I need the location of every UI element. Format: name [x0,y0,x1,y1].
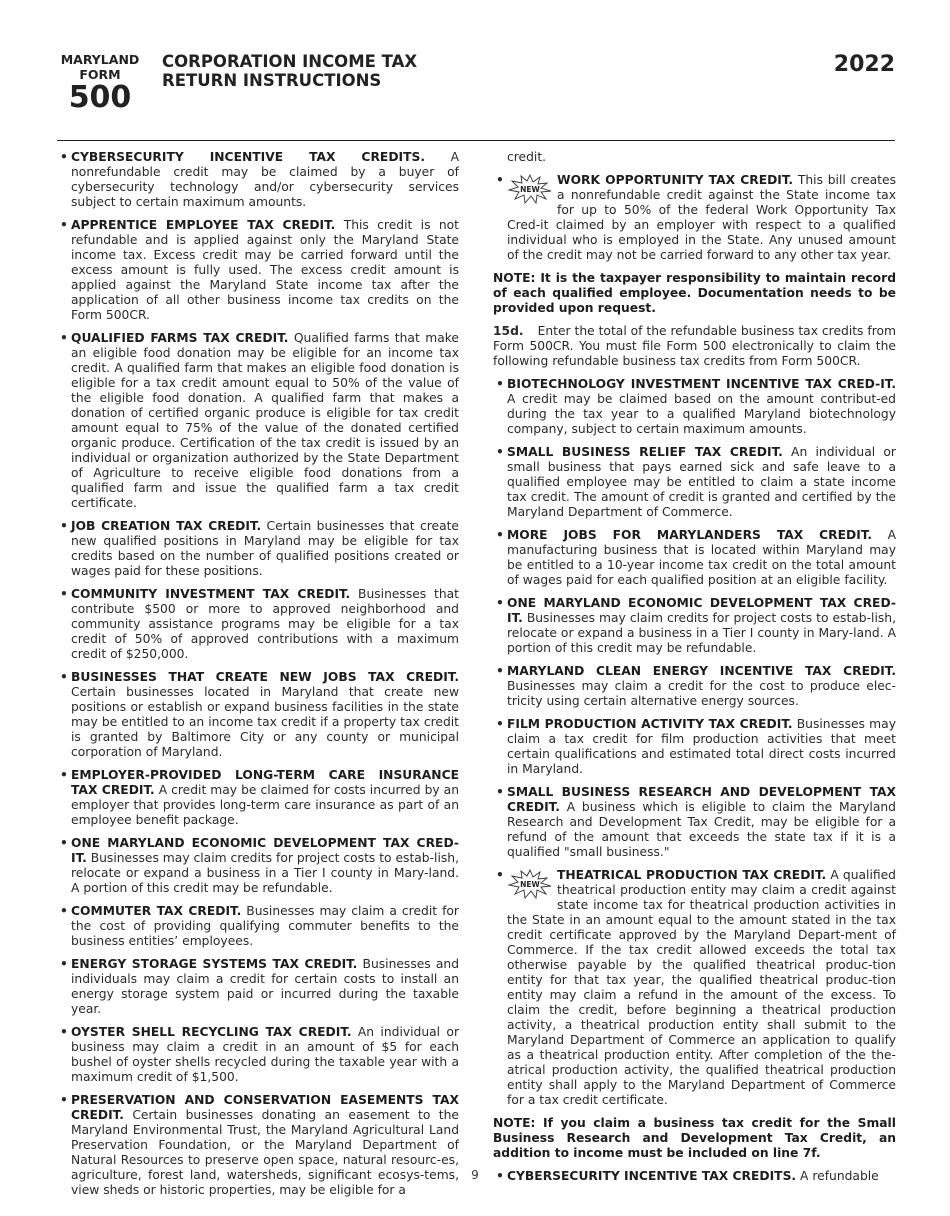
credit-title: JOB CREATION TAX CREDIT. [71,519,262,533]
form-label: FORM [79,67,121,82]
credit-text: Certain businesses that create new qualified positions in Maryland may be eligible for tax credits based on the number of qualified positions created or wages paid for these positions. [71,519,459,578]
line-15d-label: 15d. [493,324,524,338]
credit-item-work-opportunity: • WORK OPPORTUNITY TAX CREDIT. NEW This bill creates a nonrefundable credit against the State income tax for up to 50% of the federal Work Opportunity Tax Cred-it claimed by an employer with respect to a qualified individual who is employed in the State. Any unused amount of the credit may not be carried forward to any other tax year. [496,173,896,262]
credit-title: ONE MARYLAND ECONOMIC DEVELOPMENT TAX CRED-IT. [71,836,459,865]
credit-title: FILM PRODUCTION ACTIVITY TAX CREDIT. [507,717,793,731]
new-burst-icon [507,174,553,204]
credit-item: • MORE JOBS FOR MARYLANDERS TAX CREDIT. A manufacturing business that is located within Maryland may be entitled to a 10-year income tax credit on the total amount of wages paid for each qualified position at an eligible facility. [496,528,896,587]
credit-text: A refundable [800,1169,879,1183]
note-research-addition: NOTE: If you claim a business tax credit for the Small Business Research and Development Tax Credit, an addition to income must be included on line 7f. [493,1116,896,1160]
new-badge-label: NEW [520,185,540,194]
header-divider [57,140,895,141]
credit-item: • BIOTECHNOLOGY INVESTMENT INCENTIVE TAX CRED-IT. A credit may be claimed based on the amount contribut-ed during the tax year to a qualified Maryland biotechnology company, subject to certain maximum amounts. [496,377,896,436]
credit-text: Businesses may claim a tax credit for film production activities that meet certain qualifications and estimated total direct costs incurred in Maryland. [507,717,896,776]
credit-text: Businesses may claim a credit for the cost to produce elec-tricity using certain alternative energy sources. [507,679,896,708]
credit-text: Businesses may claim a credit for the cost of providing qualifying commuter benefits to the business entities’ employees. [71,904,459,948]
credit-title: OYSTER SHELL RECYCLING TAX CREDIT. [71,1025,352,1039]
credit-item: • ENERGY STORAGE SYSTEMS TAX CREDIT. Businesses and individuals may claim a credit for certain costs to install an energy storage system paid or incurred during the taxable year. [60,957,459,1016]
credit-text: A business which is eligible to claim the Maryland Research and Development Tax Credit, may be eligible for a refund of the amount that exceeds the state tax if it is a qualified "small business." [507,800,896,859]
credit-title: THEATRICAL PRODUCTION TAX CREDIT. [557,868,827,882]
note-record-keeping: NOTE: It is the taxpayer responsibility to maintain record of each qualified employee. Documentation needs to be provided upon request. [493,271,896,315]
credit-text: A manufacturing business that is located within Maryland may be entitled to a 10-year income tax credit on the total amount of wages paid for each qualified position at an eligible facility. [507,528,896,587]
credit-item: • COMMUNITY INVESTMENT TAX CREDIT. Businesses that contribute $500 or more to approved neighborhood and community assistance programs may be eligible for a tax credit of 50% of approved contributions with a maximum credit of $250,000. [60,587,459,661]
credit-title: APPRENTICE EMPLOYEE TAX CREDIT. [71,218,336,232]
tax-year: 2022 [833,52,895,77]
credit-item: • ONE MARYLAND ECONOMIC DEVELOPMENT TAX CRED-IT. Businesses may claim credits for project costs to estab-lish, relocate or expand a business in a Tier I county in Mary-land. A portion of this credit may be refundable. [60,836,459,895]
credit-item: • COMMUTER TAX CREDIT. Businesses may claim a credit for the cost of providing qualifying commuter benefits to the business entities’ employees. [60,904,459,948]
new-badge-label: NEW [520,880,540,889]
credit-title: COMMUNITY INVESTMENT TAX CREDIT. [71,587,351,601]
credit-item: • EMPLOYER-PROVIDED LONG-TERM CARE INSURANCE TAX CREDIT. A credit may be claimed for costs incurred by an employer that provides long-term care insurance as part of an employee benefit package. [60,768,459,827]
credit-item: • JOB CREATION TAX CREDIT. Certain businesses that create new qualified positions in Maryland may be eligible for tax credits based on the number of qualified positions created or wages paid for these positions. [60,519,459,578]
credit-item: • CYBERSECURITY INCENTIVE TAX CREDITS. A nonrefundable credit may be claimed by a buyer of cybersecurity technology and/or cybersecurity services subject to certain maximum amounts. [60,150,459,209]
continuation-text: credit. [507,150,547,164]
credit-title: COMMUTER TAX CREDIT. [71,904,242,918]
credit-item: • SMALL BUSINESS RELIEF TAX CREDIT. An individual or small business that pays earned sick and safe leave to a qualified employee may be entitled to claim a state income tax credit. The amount of credit is granted and certified by the Maryland Department of Commerce. [496,445,896,519]
page-title-line2: RETURN INSTRUCTIONS [162,71,382,90]
credit-text: Qualified farms that make an eligible food donation may be eligible for an income tax credit. A qualified farm that makes an eligible food donation is eligible for a tax credit amount equal to 50% of the value of the eligible food donation. A qualified farm that makes a donation of certified organic produce is eligible for tax credit amount equal to 75% of the value of the donated certified organic produce. Certification of the tax credit is issued by an individual or organization authorized by the State Department of Agriculture to receive eligible food donations from a qualified farm and issue the qualified farm a tax credit certificate. [71,331,459,510]
credit-text: This credit is not refundable and is applied against only the Maryland State income tax. Excess credit may be carried forward until the excess amount is fully used. The excess credit amount is applied against the Maryland State income tax after the application of all other business income tax credits on the Form 500CR. [71,218,459,322]
credit-title: ONE MARYLAND ECONOMIC DEVELOPMENT TAX CRED-IT. [507,596,896,625]
credit-item-theatrical: • THEATRICAL PRODUCTION TAX CREDIT. NEW A qualified theatrical production entity may claim a credit against state income tax for theatrical production activities in the State in an amount equal to the amount stated in the tax credit certificate approved by the Maryland Depart-ment of Commerce. If the tax credit allowed exceeds the total tax otherwise payable by the qualified theatrical produc-tion entity for that tax year, the qualified theatrical produc-tion entity may claim a refund in the amount of the excess. To claim the credit, before beginning a theatrical production activity, a theatrical production entity shall submit to the Maryland Department of Commerce an application to qualify as a theatrical production entity. After completion of the the-atrical production activity, the qualified theatrical production entity shall apply to the Maryland Department of Commerce for a tax credit certificate. [496,868,896,1107]
credit-text: This bill creates a nonrefundable credit against the State income tax for up to 50% of the federal Work Opportunity Tax Cred-it claimed by an employer with respect to a qualified individual who is employed in the State. Any unused amount of the credit may not be carried forward to any other tax year. [507,173,896,262]
credit-title: EMPLOYER-PROVIDED LONG-TERM CARE INSURANCE TAX CREDIT. [71,768,459,797]
credit-title: MARYLAND CLEAN ENERGY INCENTIVE TAX CREDIT. [507,664,896,678]
credit-text: A qualified theatrical production entity may claim a credit against state income tax for theatrical production activities in the State in an amount equal to the amount stated in the tax credit certificate approved by the Maryland Depart-ment of Commerce. If the tax credit allowed exceeds the total tax otherwise payable by the qualified theatrical produc-tion entity for that tax year, the qualified theatrical produc-tion entity may claim a refund in the amount of the excess. To claim the credit, before beginning a theatrical production activity, a theatrical production entity shall submit to the Maryland Department of Commerce an application to qualify as a theatrical production entity. After completion of the the-atrical production activity, the qualified theatrical production entity shall apply to the Maryland Department of Commerce for a tax credit certificate. [507,868,896,1107]
credit-item: • ONE MARYLAND ECONOMIC DEVELOPMENT TAX CRED-IT. Businesses may claim credits for project costs to estab-lish, relocate or expand a business in a Tier I county in Mary-land. A portion of this credit may be refundable. [496,596,896,655]
credit-item: • MARYLAND CLEAN ENERGY INCENTIVE TAX CREDIT. Businesses may claim a credit for the cost to produce elec-tricity using certain alternative energy sources. [496,664,896,708]
credit-text: Certain businesses donating an easement to the Maryland Environmental Trust, the Maryland Agricultural Land Preservation Foundation, or the Maryland Department of Natural Resources to preserve open space, natural resourc-es, agriculture, forest land, watersheds, significant ecosys-tems, view sheds or historic properties, may be eligible for a [71,1108,459,1197]
credit-item: • APPRENTICE EMPLOYEE TAX CREDIT. This credit is not refundable and is applied against only the Maryland State income tax. Excess credit may be carried forward until the excess amount is fully used. The excess credit amount is applied against the Maryland State income tax after the application of all other business income tax credits on the Form 500CR. [60,218,459,322]
right-column [493,150,896,1192]
new-burst-icon [507,869,553,899]
credit-title: PRESERVATION AND CONSERVATION EASEMENTS TAX CREDIT. [71,1093,459,1122]
credit-text: Certain businesses located in Maryland that create new positions or establish or expand business facilities in the state may be entitled to an income tax credit if a property tax credit is granted by Baltimore City or any county or municipal corporation of Maryland. [71,685,459,759]
page-title-line1: CORPORATION INCOME TAX [162,52,418,71]
line-15d-instruction [493,324,896,369]
credit-title: CYBERSECURITY INCENTIVE TAX CREDITS. [507,1169,797,1183]
line-15d-text: Enter the total of the refundable business tax credits from Form 500CR. You must file Form 500 electronically to claim the following refundable business tax credits from Form 500CR. [493,324,896,368]
left-column [57,150,459,1206]
credit-text: A nonrefundable credit may be claimed by a buyer of cybersecurity technology and/or cybersecurity services subject to certain maximum amounts. [71,150,459,209]
credit-title: SMALL BUSINESS RELIEF TAX CREDIT. [507,445,783,459]
credit-item: • FILM PRODUCTION ACTIVITY TAX CREDIT. Businesses may claim a tax credit for film production activities that meet certain qualifications and estimated total direct costs incurred in Maryland. [496,717,896,776]
page-number: 9 [471,1168,479,1182]
credit-item: • OYSTER SHELL RECYCLING TAX CREDIT. An individual or business may claim a credit in an amount of $5 for each bushel of oyster shells recycled during the taxable year with a maximum credit of $1,500. [60,1025,460,1084]
page-title [162,52,417,90]
credit-text: An individual or small business that pays earned sick and safe leave to a qualified employee may be entitled to claim a state income tax credit. The amount of credit is granted and certified by the Maryland Department of Commerce. [507,445,896,519]
credit-text: Businesses and individuals may claim a credit for certain costs to install an energy storage system paid or incurred during the taxable year. [71,957,459,1016]
credit-title: CYBERSECURITY INCENTIVE TAX CREDITS. [71,150,426,164]
credit-title: SMALL BUSINESS RESEARCH AND DEVELOPMENT TAX CREDIT. [507,785,896,814]
credit-title: ENERGY STORAGE SYSTEMS TAX CREDIT. [71,957,358,971]
credit-item: • CYBERSECURITY INCENTIVE TAX CREDITS. A refundable [496,1169,879,1183]
credit-item: • SMALL BUSINESS RESEARCH AND DEVELOPMENT TAX CREDIT. A business which is eligible to claim the Maryland Research and Development Tax Credit, may be eligible for a refund of the amount that exceeds the state tax if it is a qualified "small business." [496,785,896,859]
credit-title: WORK OPPORTUNITY TAX CREDIT. [557,173,794,187]
credit-text: A credit may be claimed based on the amount contribut-ed during the tax year to a qualified Maryland biotechnology company, subject to certain maximum amounts. [507,392,896,436]
credit-title: BIOTECHNOLOGY INVESTMENT INCENTIVE TAX CRED-IT. [507,377,896,391]
credit-title: MORE JOBS FOR MARYLANDERS TAX CREDIT. [507,528,873,542]
form-number: 500 [68,80,132,115]
credit-item: • PRESERVATION AND CONSERVATION EASEMENTS TAX CREDIT. Certain businesses donating an easement to the Maryland Environmental Trust, the Maryland Agricultural Land Preservation Foundation, or the Maryland Department of Natural Resources to preserve open space, natural resourc-es, agriculture, forest land, watersheds, significant ecosys-tems, view sheds or historic properties, may be eligible for a [60,1093,459,1197]
credit-text: A credit may be claimed for costs incurred by an employer that provides long-term care insurance as part of an employee benefit package. [71,783,459,827]
credit-item: • BUSINESSES THAT CREATE NEW JOBS TAX CREDIT. Certain businesses located in Maryland that create new positions or establish or expand business facilities in the state may be entitled to an income tax credit if a property tax credit is granted by Baltimore City or any county or municipal corporation of Maryland. [60,670,459,759]
credit-text: Businesses may claim credits for project costs to estab-lish, relocate or expand a business in a Tier I county in Mary-land. A portion of this credit may be refundable. [507,611,896,655]
credit-title: QUALIFIED FARMS TAX CREDIT. [71,331,289,345]
credit-text: Businesses may claim credits for project costs to estab-lish, relocate or expand a business in a Tier I county in Mary-land. A portion of this credit may be refundable. [71,851,459,895]
credit-title: BUSINESSES THAT CREATE NEW JOBS TAX CREDIT. [71,670,459,684]
credit-text: Businesses that contribute $500 or more to approved neighborhood and community assistance programs may be eligible for a tax credit of 50% of approved contributions with a maximum credit of $250,000. [71,587,459,661]
form-identifier [57,52,143,114]
credit-item: • QUALIFIED FARMS TAX CREDIT. Qualified farms that make an eligible food donation may be eligible for an income tax credit. A qualified farm that makes an eligible food donation is eligible for a tax credit amount equal to 50% of the value of the eligible food donation. A qualified farm that makes a donation of certified organic produce is eligible for tax credit amount equal to 75% of the value of the donated certified organic produce. Certification of the tax credit is issued by an individual or organization authorized by the State Department of Agriculture to receive eligible food donations from a qualified farm and issue the qualified farm a tax credit certificate. [60,331,459,510]
credit-text: An individual or business may claim a credit in an amount of $5 for each bushel of oyster shells recycled during the taxable year with a maximum credit of $1,500. [71,1025,460,1084]
state-label: MARYLAND [60,52,140,67]
